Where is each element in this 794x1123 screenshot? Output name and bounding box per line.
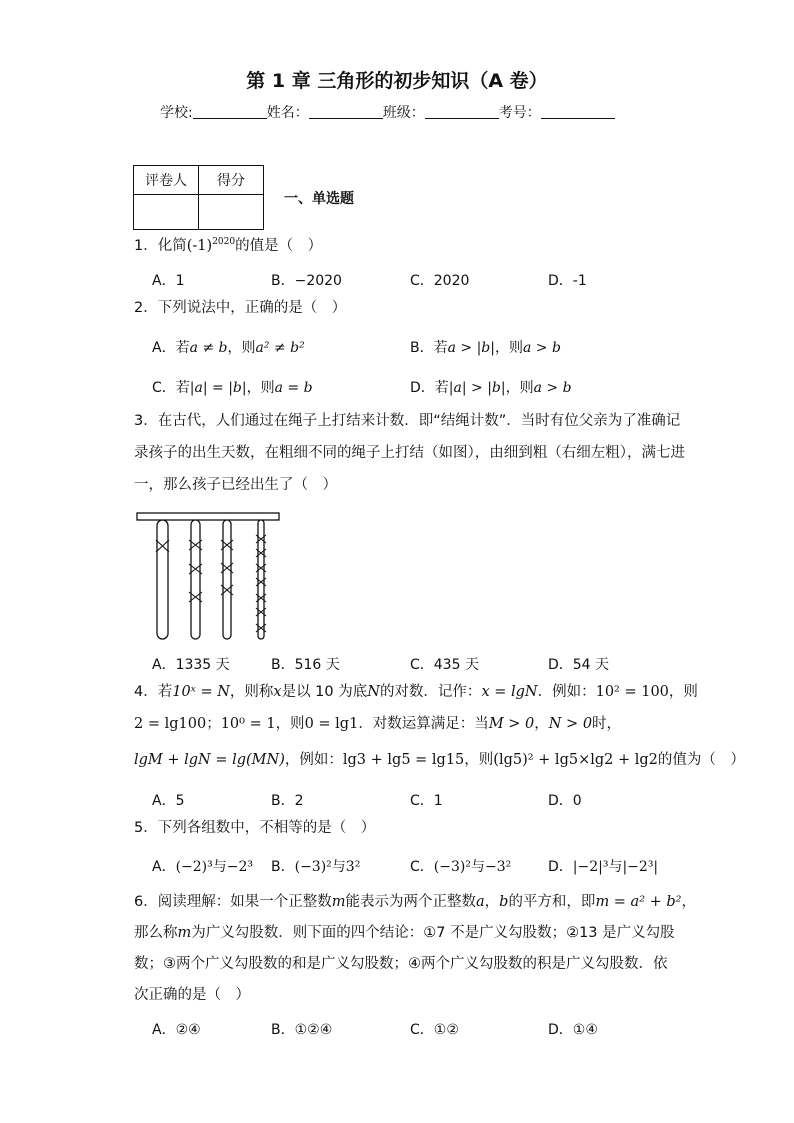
q5-d-e1: |−2|³ [572,859,609,875]
q4-l3-a: lgM + lgN = lg(MN) [134,752,285,768]
q4-l3-f: 的值为（ ） [657,752,745,768]
rope-1 [157,520,168,639]
q5-option-a[interactable] [152,856,253,876]
q6-option-b[interactable]: B．①②④ [271,1022,333,1038]
q2-option-d[interactable] [410,377,572,397]
q4-l1-k: ，则 [668,684,698,700]
q4-l1-i: ．例如： [537,684,596,700]
question-3-line-2: 录孩子的出生天数，在粗细不同的绳子上打结（如图），由细到粗（右细左粗），满七进 [134,445,685,461]
q2-a-label: A．若 [152,340,190,356]
q6-l1-a: 6．阅读理解：如果一个正整数 [134,894,332,910]
class-label: 班级： [382,105,425,121]
q2-c-mid: ，则 [246,380,275,396]
q2-option-b[interactable] [410,337,561,357]
q6-option-a[interactable]: A．②④ [152,1022,201,1038]
class-blank[interactable] [425,104,499,119]
question-2-stem: 2．下列说法中，正确的是（ ） [134,300,347,316]
q4-option-d[interactable]: D．0 [548,793,582,809]
q6-l1-f: b [499,894,509,910]
q6-option-d[interactable]: D．①④ [548,1022,598,1038]
q3-option-a[interactable]: A．1335 天 [152,657,230,673]
q4-l2-j: 时， [592,716,622,732]
q6-l1-h: m = a² + b² [595,894,682,910]
q5-c-and: 与 [470,859,485,875]
q5-option-d[interactable] [548,856,658,876]
q4-l2-c: 10⁰ = 1 [220,716,276,732]
q4-l2-f: ．对数运算满足：当 [358,716,489,732]
q4-l1-e: 是以 10 为底 [281,684,368,700]
q4-l2-b: ； [206,716,221,732]
name-blank[interactable] [309,104,383,119]
q4-l1-d: x [273,684,282,700]
rope-2 [191,520,200,639]
question-4-line-1 [134,685,698,700]
q4-l1-b: 10ˣ = N [172,684,230,700]
q2-option-c[interactable] [152,377,313,397]
q5-a-e2: −2³ [226,859,254,875]
name-label: 姓名： [266,105,309,121]
school-blank[interactable] [193,104,267,119]
grader-cell[interactable] [134,195,199,230]
section-heading: 一、单选题 [284,191,354,207]
q3-option-b[interactable]: B．516 天 [271,657,340,673]
q4-l3-e: (lg5)² + lg5×lg2 + lg2 [493,752,658,768]
q4-option-a[interactable]: A．5 [152,793,185,809]
q2-d-cond: |a| > |b| [448,380,506,396]
q5-b-and: 与 [331,859,346,875]
q2-a-res: a² ≠ b² [255,340,305,356]
q4-l1-g: 的对数．记作： [379,684,482,700]
q2-d-mid: ，则 [505,380,534,396]
number-blank[interactable] [541,104,615,119]
q4-l2-i: N > 0 [548,716,593,732]
number-label: 考号： [498,105,541,121]
school-label: 学校: [160,105,193,121]
q6-l2-b: m [177,925,192,941]
q1-stem-post: 的值是（ ） [235,237,323,254]
q4-l2-h: ， [534,716,549,732]
q1-option-d[interactable]: D．-1 [548,273,587,289]
q5-d-and: 与 [608,859,623,875]
q6-l1-i: ， [681,894,696,910]
question-3-line-3: 一，那么孩子已经出生了（ ） [134,477,337,493]
q5-option-c[interactable] [410,856,511,876]
page-title: 第 1 章 三角形的初步知识（A 卷） [246,70,548,92]
question-6-line-2 [134,926,675,941]
q2-a-cond: a ≠ b [189,340,228,356]
q5-c-e2: −3² [484,859,512,875]
q4-l2-d: ，则 [275,716,305,732]
q5-option-b[interactable] [271,856,360,876]
q4-l1-j: 10² = 100 [595,684,669,700]
q6-l2-c: 为广义勾股数．则下面的四个结论：①7 不是广义勾股数；②13 是广义勾股 [191,925,675,941]
q2-d-res: a > b [533,380,572,396]
question-4-line-3 [134,753,745,768]
q4-l1-a: 4．若 [134,684,173,700]
question-1-stem [134,238,322,253]
q2-c-cond: |a| = |b| [189,380,247,396]
q4-option-c[interactable]: C．1 [410,793,443,809]
q6-l1-e: ， [484,894,500,910]
q2-c-label: C．若 [152,380,190,396]
question-4-line-2 [134,717,621,732]
question-6-line-3: 数；③两个广义勾股数的和是广义勾股数；④两个广义勾股数的积是广义勾股数．依 [134,956,668,972]
score-table [133,165,264,230]
q5-d-e2: |−2³| [622,859,659,875]
q1-option-b[interactable]: B．−2020 [271,273,342,289]
q5-a-label: A． [152,859,176,875]
q6-option-c[interactable]: C．①② [410,1022,459,1038]
q2-b-mid: ，则 [494,340,523,356]
student-info-line [160,102,615,122]
q5-a-and: 与 [212,859,227,875]
q6-l2-a: 那么称 [134,925,178,941]
q4-l1-h: x = lgN [481,684,538,700]
q5-a-e1: (−2)³ [175,859,213,875]
rope-bar [137,513,279,520]
q1-option-c[interactable]: C．2020 [410,273,470,289]
q4-l3-d: ，则 [464,752,494,768]
question-3-line-1: 3．在古代，人们通过在绳子上打结来计数．即“结绳计数”．当时有位父亲为了准确记 [134,413,681,429]
rope-3 [223,520,231,639]
q2-d-label: D．若 [410,380,449,396]
q1-option-a[interactable]: A．1 [152,273,185,289]
q2-option-a[interactable] [152,337,305,357]
q5-b-e1: (−3)² [294,859,332,875]
q1-expr: (-1) [186,237,213,254]
q3-option-d[interactable]: D．54 天 [548,657,610,673]
q6-l1-c: 能表示为两个正整数 [345,894,476,910]
q4-l2-g: M > 0 [488,716,535,732]
q5-c-e1: (−3)² [433,859,471,875]
q2-c-res: a = b [274,380,313,396]
q4-l3-c: lg3 + lg5 = lg15 [342,752,465,768]
q1-exponent: 2020 [212,237,236,247]
q5-c-label: C． [410,859,434,875]
q6-l1-d: a [475,894,485,910]
score-header: 得分 [199,166,264,195]
knot-rope-figure [134,508,284,644]
q2-b-label: B．若 [410,340,448,356]
q4-option-b[interactable]: B．2 [271,793,304,809]
q2-b-res: a > b [522,340,561,356]
q6-l1-g: 的平方和，即 [508,894,596,910]
q6-l1-b: m [331,894,346,910]
grader-header: 评卷人 [134,166,199,195]
q5-d-label: D． [548,859,573,875]
q2-a-mid: ，则 [227,340,256,356]
q4-l3-b: ，例如： [284,752,343,768]
question-6-line-1 [134,895,696,910]
q1-stem-pre: 1．化简 [134,237,187,254]
q4-l2-a: 2 = lg100 [134,716,207,732]
q5-b-e2: 3² [345,859,361,875]
q5-b-label: B． [271,859,295,875]
q4-l1-c: ，则称 [229,684,274,700]
q2-b-cond: a > |b| [447,340,495,356]
question-6-line-4: 次正确的是（ ） [134,987,250,1003]
score-cell[interactable] [199,195,264,230]
q3-option-c[interactable]: C．435 天 [410,657,479,673]
question-5-stem: 5．下列各组数中，不相等的是（ ） [134,820,376,836]
q4-l2-e: 0 = lg1 [304,716,359,732]
q4-l1-f: N [367,684,380,700]
